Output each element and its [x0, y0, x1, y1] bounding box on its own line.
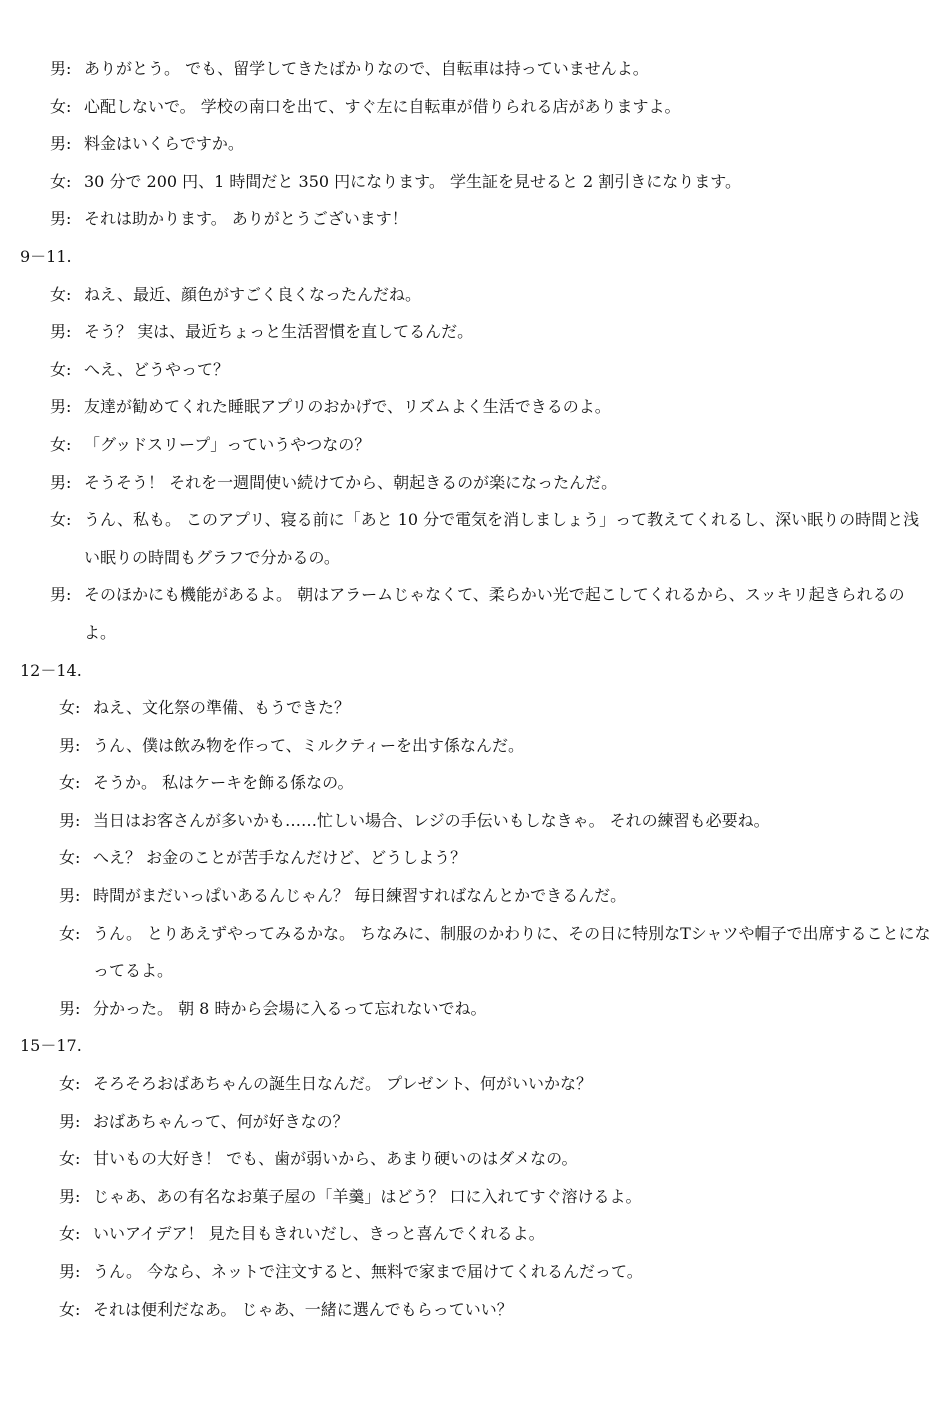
dialogue-text: 30 分で 200 円、1 時間だと 350 円になります。 学生証を見せると 2 割引きになります。 — [84, 171, 742, 191]
dialogue-text: 料金はいくらですか。 — [84, 134, 244, 154]
speaker: 女 — [50, 96, 67, 116]
dialogue-line: 男: 料金はいくらですか。 — [0, 125, 950, 163]
dialogue-text: へえ？ お金のことが苦手なんだけど、どうしよう？ — [93, 848, 467, 868]
dialogue-text: うん。 今なら、ネットで注文すると、無料で家まで届けてくれるんだって。 — [93, 1262, 643, 1281]
speaker: 男 — [50, 59, 67, 78]
dialogue-text: 時間がまだいっぱいあるんじゃん？ 毎日練習すればなんとかできるんだ。 — [93, 886, 627, 906]
speaker: 女 — [59, 1149, 76, 1169]
dialogue-text: ねえ、文化祭の準備、もうできた？ — [93, 698, 350, 718]
speaker: 男 — [59, 1262, 76, 1281]
dialogue-line: 女: うん。 とりあえずやってみるかな。 ちなみに、制服のかわりに、その日に特別なTシャツや帽子で出席することになってるよ。 — [0, 915, 950, 990]
speaker: 女 — [50, 510, 67, 530]
dialogue-line: 男: 時間がまだいっぱいあるんじゃん？ 毎日練習すればなんとかできるんだ。 — [0, 877, 950, 915]
dialogue-text: それは便利だなあ。 じゃあ、一緒に選んでもらっていい？ — [93, 1299, 513, 1319]
dialogue-line: 男: おばあちゃんって、何が好きなの？ — [0, 1103, 950, 1141]
speaker: 女 — [50, 284, 67, 304]
intro-dialogue — [0, 50, 950, 238]
dialogue-line: 男: うん。 今なら、ネットで注文すると、無料で家まで届けてくれるんだって。 — [0, 1253, 950, 1291]
dialogue-text: じゃあ、あの有名なお菓子屋の「羊羹」はどう？ 口に入れてすぐ溶けるよ。 — [93, 1186, 642, 1206]
dialogue-line: 男: それは助かります。 ありがとうございます！ — [0, 200, 950, 238]
speaker: 男 — [59, 1111, 76, 1131]
dialogue-line: 女: ねえ、最近、顔色がすごく良くなったんだね。 — [0, 276, 950, 314]
speaker: 女 — [59, 773, 76, 793]
dialogue-text: 心配しないで。 学校の南口を出て、すぐ左に自転車が借りられる店がありますよ。 — [84, 96, 681, 116]
dialogue-text: それは助かります。 ありがとうございます！ — [84, 209, 408, 229]
dialogue-line: 女: ねえ、文化祭の準備、もうできた？ — [0, 689, 950, 727]
speaker: 男 — [59, 886, 76, 906]
dialogue-line: 女: いいアイデア！ 見た目もきれいだし、きっと喜んでくれるよ。 — [0, 1215, 950, 1253]
dialogue-line: 女: そうか。 私はケーキを飾る係なの。 — [0, 764, 950, 802]
dialogue-line: 女: 甘いもの大好き！ でも、歯が弱いから、あまり硬いのはダメなの。 — [0, 1140, 950, 1178]
dialogue-line: 女: うん、私も。 このアプリ、寝る前に「あと 10 分で電気を消しましょう」って教えてくれるし、深い眠りの時間と浅い眠りの時間もグラフで分かるの。 — [0, 501, 950, 576]
speaker: 女 — [59, 848, 76, 868]
section-12-14 — [0, 652, 950, 1028]
dialogue-text: うん、私も。 このアプリ、寝る前に「あと 10 分で電気を消しましょう」って教えてくれるし、深い眠りの時間と浅い眠りの時間もグラフで分かるの。 — [84, 510, 920, 567]
section-9-11 — [0, 238, 950, 652]
dialogue-text: 当日はお客さんが多いかも……忙しい場合、レジの手伝いもしなきゃ。 それの練習も必要ね。 — [93, 810, 770, 830]
dialogue-line: 男: じゃあ、あの有名なお菓子屋の「羊羹」はどう？ 口に入れてすぐ溶けるよ。 — [0, 1178, 950, 1216]
dialogue-text: うん。 とりあえずやってみるかな。 ちなみに、制服のかわりに、その日に特別なTシャツや帽子で出席することになってるよ。 — [93, 923, 931, 981]
dialogue-text: うん、僕は飲み物を作って、ミルクティーを出す係なんだ。 — [93, 735, 525, 755]
speaker: 女 — [50, 171, 67, 191]
page-cut-line — [0, 1328, 950, 1342]
dialogue-line: 女: 「グッドスリープ」っていうやつなの？ — [0, 426, 950, 464]
dialogue-text: 分かった。 朝 8 時から会場に入るって忘れないでね。 — [93, 998, 487, 1018]
dialogue-line: 男: 友達が勧めてくれた睡眠アプリのおかげで、リズムよく生活できるのよ。 — [0, 388, 950, 426]
speaker: 男 — [50, 472, 67, 492]
dialogue-line: 男: 分かった。 朝 8 時から会場に入るって忘れないでね。 — [0, 990, 950, 1028]
dialogue-text: いいアイデア！ 見た目もきれいだし、きっと喜んでくれるよ。 — [93, 1224, 545, 1244]
dialogue-text: そう？ 実は、最近ちょっと生活習慣を直してるんだ。 — [84, 322, 474, 342]
section-15-17 — [0, 1027, 950, 1342]
dialogue-text: そうそう！ それを一週間使い続けてから、朝起きるのが楽になったんだ。 — [84, 472, 618, 492]
dialogue-text: 甘いもの大好き！ でも、歯が弱いから、あまり硬いのはダメなの。 — [93, 1149, 578, 1169]
speaker: 女 — [50, 434, 67, 454]
dialogue-line: 男: ありがとう。 でも、留学してきたばかりなので、自転車は持っていませんよ。 — [0, 50, 950, 88]
dialogue-text: そうか。 私はケーキを飾る係なの。 — [93, 773, 354, 793]
speaker: 男 — [59, 735, 76, 755]
speaker: 女 — [59, 1074, 76, 1094]
dialogue-line: 男: そのほかにも機能があるよ。 朝はアラームじゃなくて、柔らかい光で起こしてくれるから、スッキリ起きられるのよ。 — [0, 576, 950, 651]
speaker: 女 — [50, 359, 67, 379]
dialogue-text: そろそろおばあちゃんの誕生日なんだ。 プレゼント、何がいいかな？ — [93, 1074, 593, 1094]
dialogue-line: 女: へえ？ お金のことが苦手なんだけど、どうしよう？ — [0, 839, 950, 877]
speaker: 男 — [59, 1186, 76, 1206]
speaker: 男 — [50, 322, 67, 342]
dialogue-line: 女: それは便利だなあ。 じゃあ、一緒に選んでもらっていい？ — [0, 1291, 950, 1329]
section-label: 12－14. — [20, 660, 82, 680]
dialogue-line: 女: 心配しないで。 学校の南口を出て、すぐ左に自転車が借りられる店がありますよ。 — [0, 88, 950, 126]
section-label: 9－11. — [20, 246, 72, 266]
speaker: 女 — [59, 1299, 76, 1319]
speaker: 男 — [50, 397, 67, 417]
section-label: 15－17. — [20, 1036, 82, 1056]
dialogue-line: 男: そう？ 実は、最近ちょっと生活習慣を直してるんだ。 — [0, 313, 950, 351]
speaker: 男 — [50, 134, 67, 154]
speaker: 男 — [59, 810, 76, 830]
dialogue-line: 女: へえ、どうやって？ — [0, 351, 950, 389]
dialogue-line: 男: そうそう！ それを一週間使い続けてから、朝起きるのが楽になったんだ。 — [0, 464, 950, 502]
dialogue-text: そのほかにも機能があるよ。 朝はアラームじゃなくて、柔らかい光で起こしてくれるから、スッキリ起きられるのよ。 — [84, 585, 905, 642]
dialogue-text: へえ、どうやって？ — [84, 359, 229, 379]
dialogue-text: おばあちゃんって、何が好きなの？ — [93, 1111, 349, 1131]
speaker: 女 — [59, 698, 76, 718]
dialogue-line: 女: 30 分で 200 円、1 時間だと 350 円になります。 学生証を見せると 2 割引きになります。 — [0, 163, 950, 201]
speaker: 男 — [50, 585, 67, 605]
dialogue-line: 男: 当日はお客さんが多いかも……忙しい場合、レジの手伝いもしなきゃ。 それの練習も必要ね。 — [0, 802, 950, 840]
speaker: 女 — [59, 923, 76, 943]
speaker: 女 — [59, 1224, 76, 1244]
dialogue-text: ありがとう。 でも、留学してきたばかりなので、自転車は持っていませんよ。 — [84, 59, 649, 78]
speaker: 男 — [59, 998, 76, 1018]
dialogue-text: 友達が勧めてくれた睡眠アプリのおかげで、リズムよく生活できるのよ。 — [84, 397, 611, 417]
speaker: 男 — [50, 209, 67, 229]
dialogue-text: 「グッドスリープ」っていうやつなの？ — [84, 434, 371, 454]
dialogue-line: 男: うん、僕は飲み物を作って、ミルクティーを出す係なんだ。 — [0, 727, 950, 765]
dialogue-line: 女: そろそろおばあちゃんの誕生日なんだ。 プレゼント、何がいいかな？ — [0, 1065, 950, 1103]
document-body — [0, 50, 950, 1342]
dialogue-text: ねえ、最近、顔色がすごく良くなったんだね。 — [84, 284, 421, 304]
